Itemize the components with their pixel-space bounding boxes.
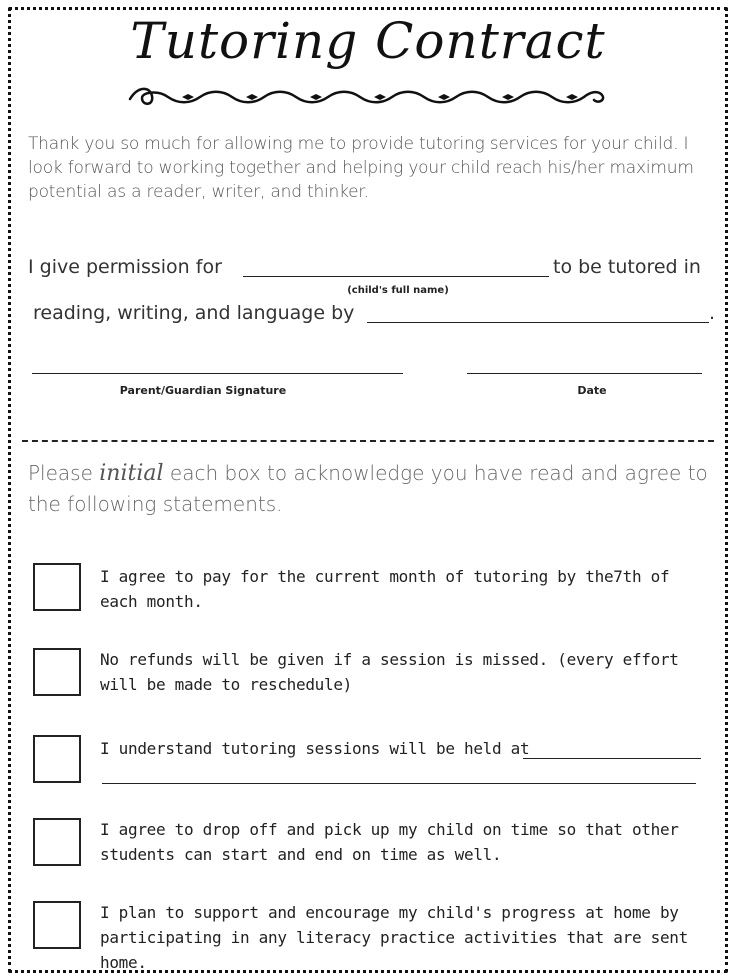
permission-text-1: I give permission for (28, 256, 222, 278)
permission-period: . (709, 302, 716, 324)
location-field-2[interactable] (102, 783, 696, 784)
section-divider (22, 440, 714, 442)
statement-1: I agree to pay for the current month of tutoring by the7th of each month. (100, 567, 670, 611)
instructions-emphasis: initial (99, 461, 164, 486)
instructions-before: Please (28, 461, 93, 485)
date-field[interactable] (467, 373, 702, 374)
statement-3: I understand tutoring sessions will be held at (100, 739, 530, 758)
intro-paragraph: Thank you so much for allowing me to provide tutoring services for your child. I look forward to working together and helping your child reach his/her maximum potential as a reader, writer, and thinker. (28, 134, 694, 202)
signature-field[interactable] (32, 373, 403, 374)
permission-text-3: reading, writing, and language by (33, 302, 355, 324)
child-name-label: (child's full name) (347, 285, 449, 296)
permission-text-2: to be tutored in (553, 256, 701, 278)
page-title: Tutoring Contract (130, 12, 606, 70)
instructions-after: each box to acknowledge you have read and agree to the following statements. (28, 461, 708, 516)
statement-4: I agree to drop off and pick up my child on time so that other students can start and end on time as well. (100, 820, 679, 864)
statement-5: I plan to support and encourage my child's progress at home by participating in any literacy practice activities that are sent home. (100, 903, 688, 972)
location-field-1[interactable] (523, 758, 701, 759)
initial-box-5[interactable] (33, 901, 81, 949)
initial-box-4[interactable] (33, 818, 81, 866)
child-name-field[interactable] (243, 276, 549, 277)
statement-2: No refunds will be given if a session is missed. (every effort will be made to reschedule) (100, 650, 679, 694)
instructions (28, 458, 718, 519)
decorative-flourish (128, 84, 608, 110)
initial-box-3[interactable] (33, 735, 81, 783)
initial-box-1[interactable] (33, 563, 81, 611)
tutor-name-field[interactable] (367, 322, 709, 323)
date-label: Date (577, 384, 607, 397)
initial-box-2[interactable] (33, 648, 81, 696)
signature-label: Parent/Guardian Signature (119, 384, 287, 397)
